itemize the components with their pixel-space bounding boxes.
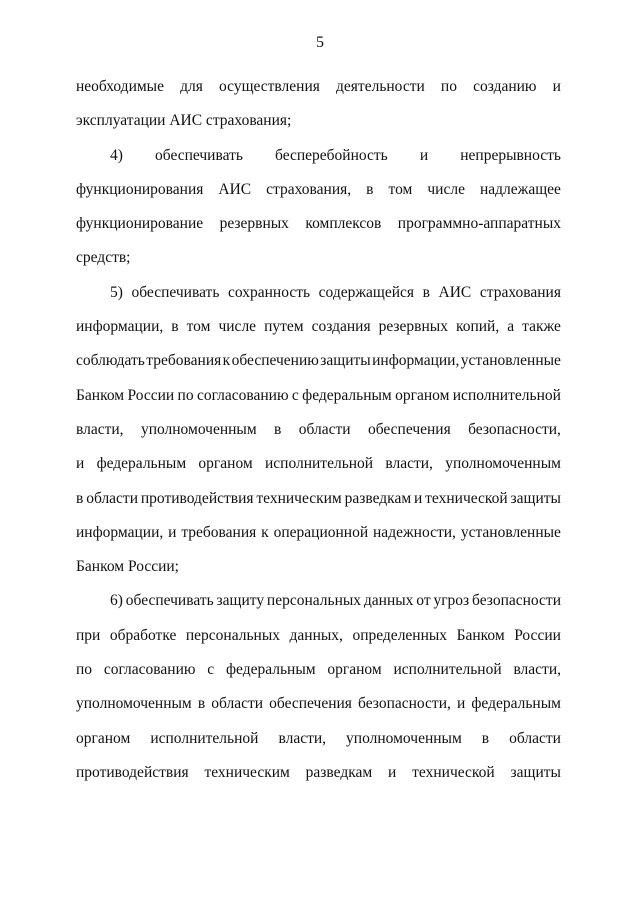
word: в	[366, 180, 374, 198]
word: исполнительной	[452, 386, 561, 404]
word: 4)	[110, 146, 123, 164]
text-line	[76, 516, 561, 550]
word: информации,	[76, 318, 164, 336]
word: обеспечивать	[155, 146, 243, 164]
word: противодействия	[76, 763, 189, 781]
word: обеспечения	[269, 695, 352, 713]
word: персональных	[266, 592, 362, 610]
word: определенных	[352, 626, 448, 644]
word: непрерывность	[460, 146, 561, 164]
paragraph-intro	[76, 70, 561, 139]
word: в	[422, 283, 430, 301]
word: уполномоченным	[445, 455, 561, 473]
word: содержащейся	[318, 283, 415, 301]
word: обеспечивать	[131, 283, 220, 301]
paragraph-item-6	[76, 584, 561, 790]
word: согласованию	[196, 386, 289, 404]
word: по	[76, 661, 93, 679]
word: 6)	[110, 592, 123, 610]
word: в	[171, 318, 179, 336]
word: по	[440, 78, 457, 95]
text-line	[76, 241, 561, 275]
word: надежности,	[373, 523, 456, 541]
word: власти,	[76, 420, 124, 438]
paragraph-item-4	[76, 139, 561, 276]
word: осуществления	[219, 78, 320, 95]
word: безопасности,	[468, 420, 561, 438]
word: надлежащее	[479, 180, 561, 198]
word: числе	[218, 318, 257, 336]
word: исполнительной	[150, 729, 259, 747]
word: обеспечивать	[125, 592, 214, 610]
word: к	[222, 352, 231, 370]
text-line	[76, 413, 561, 447]
word: копий,	[455, 318, 500, 336]
text-line	[76, 379, 561, 413]
word: органом	[395, 386, 450, 404]
word: резервных	[219, 215, 289, 233]
text-line	[76, 70, 561, 104]
word: обеспечения	[367, 420, 451, 438]
word: уполномоченным	[76, 695, 192, 713]
word: том	[186, 318, 211, 336]
word: соблюдать	[76, 352, 145, 370]
word: федеральным	[471, 695, 561, 713]
word: области	[86, 489, 139, 507]
word: и	[388, 763, 397, 781]
word: и	[76, 455, 85, 473]
page-number: 5	[316, 34, 324, 51]
word: защиту	[216, 592, 265, 610]
word: противодействия	[140, 489, 254, 507]
word: Банком	[456, 626, 505, 644]
word: России	[514, 626, 561, 644]
word: власти,	[278, 729, 327, 747]
text-line	[76, 276, 561, 310]
text-line	[76, 344, 561, 378]
word: к	[261, 523, 269, 541]
text-line	[76, 482, 561, 516]
text-line	[76, 653, 561, 687]
word: необходимые	[76, 78, 164, 95]
word: страхования,	[266, 180, 352, 198]
word: АИС	[218, 180, 252, 198]
word: области	[298, 420, 351, 438]
word: путем	[264, 318, 304, 336]
word: Банком	[76, 386, 125, 404]
text-line	[76, 207, 561, 241]
text-line	[76, 310, 561, 344]
word: 5)	[110, 283, 123, 301]
word: в	[197, 695, 206, 713]
word: данных,	[289, 626, 343, 644]
text-line	[76, 173, 561, 207]
document-body	[76, 70, 561, 790]
word: информации,	[76, 523, 164, 541]
word: при	[76, 626, 101, 644]
word: от	[416, 592, 431, 610]
word: также	[522, 318, 561, 336]
word: уполномоченным	[140, 420, 257, 438]
word: для	[180, 78, 203, 95]
word: средств;	[76, 249, 131, 267]
word: установленные	[460, 352, 561, 370]
word: том	[388, 180, 413, 198]
word: исполнительной	[264, 455, 374, 473]
word: операционной	[273, 523, 369, 541]
word: области	[211, 695, 264, 713]
word: резервных	[378, 318, 448, 336]
word: создания	[311, 318, 371, 336]
text-line	[76, 550, 561, 584]
word: информации,	[372, 352, 460, 370]
word: эксплуатации АИС страхования;	[76, 112, 292, 130]
word: и	[414, 489, 423, 507]
word: АИС	[438, 283, 472, 301]
word: техническим	[256, 489, 342, 507]
word: исполнительной	[393, 661, 502, 679]
word: разведкам	[305, 763, 373, 781]
word: технической	[425, 489, 508, 507]
paragraph-item-5	[76, 276, 561, 585]
word: страхования	[479, 283, 561, 301]
word: комплексов	[305, 215, 382, 233]
word: защиты	[510, 763, 561, 781]
word: России	[127, 386, 175, 404]
word: по	[177, 386, 194, 404]
word: бесперебойность	[275, 146, 388, 164]
text-line	[76, 104, 561, 138]
word: функционирования	[76, 180, 204, 198]
word: данных	[363, 592, 414, 610]
word: органом	[198, 455, 253, 473]
word: федеральным	[96, 455, 187, 473]
word: числе	[427, 180, 465, 198]
word: в	[76, 489, 84, 507]
word: Банком России;	[76, 558, 179, 576]
word: безопасности,	[358, 695, 451, 713]
word: уполномоченным	[346, 729, 462, 747]
word: требования	[181, 523, 257, 541]
word: и	[456, 695, 466, 713]
text-line	[76, 722, 561, 756]
word: и	[168, 523, 177, 541]
text-line	[76, 584, 561, 618]
word: федеральным	[225, 661, 316, 679]
word: органом	[327, 661, 382, 679]
word: деятельности	[336, 78, 425, 95]
word: власти,	[385, 455, 433, 473]
word: в	[481, 729, 490, 747]
word: установленные	[460, 523, 561, 541]
word: программно-аппаратных	[397, 215, 561, 233]
word: техническим	[204, 763, 290, 781]
word: с	[207, 661, 215, 679]
word: власти,	[513, 661, 561, 679]
word: требования	[146, 352, 222, 370]
word: угроз	[433, 592, 470, 610]
word: технической	[412, 763, 495, 781]
word: функционирование	[76, 215, 204, 233]
word: области	[509, 729, 561, 747]
word: разведкам	[344, 489, 412, 507]
word: персональных	[185, 626, 281, 644]
word: и	[552, 78, 561, 95]
word: а	[507, 318, 515, 336]
text-line	[76, 619, 561, 653]
word: обеспечению	[231, 352, 319, 370]
word: обработке	[109, 626, 177, 644]
word: созданию	[473, 78, 537, 95]
text-line	[76, 139, 561, 173]
text-line	[76, 756, 561, 790]
word: с	[291, 386, 299, 404]
word: сохранность	[227, 283, 311, 301]
word: защиты	[510, 489, 561, 507]
word: органом	[76, 729, 131, 747]
word: согласованию	[103, 661, 196, 679]
text-line	[76, 447, 561, 481]
word: в	[274, 420, 282, 438]
word: безопасности	[472, 592, 561, 610]
word: защиты	[320, 352, 371, 370]
word: федеральным	[302, 386, 392, 404]
text-line	[76, 687, 561, 721]
word: и	[419, 146, 429, 164]
